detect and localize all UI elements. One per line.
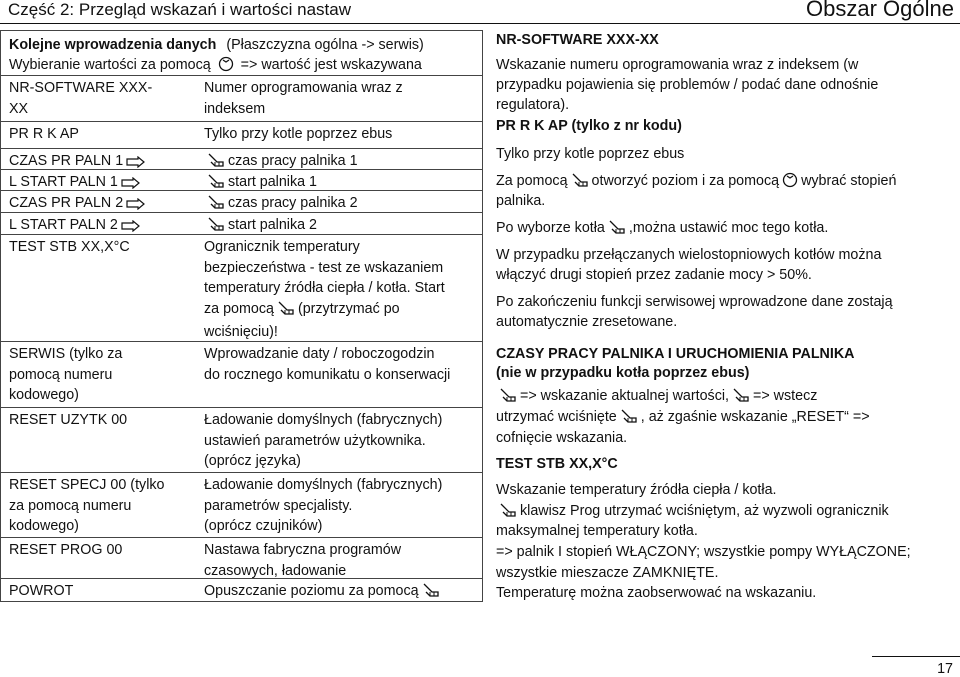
table-row xyxy=(1,234,482,340)
intro-title: Kolejne wprowadzenia danych xyxy=(9,37,217,53)
table-row xyxy=(1,407,482,469)
row-value: Ładowanie domyślnych (fabrycznych) xyxy=(204,477,443,493)
paragraph: Wskazanie temperatury źródła ciepła / kotła. xyxy=(496,482,777,498)
paragraph: Za pomocą xyxy=(496,173,568,189)
row-key: kodowego) xyxy=(9,387,79,403)
table-row xyxy=(1,75,482,117)
intro-suffix: (Płaszczyzna ogólna -> serwis) xyxy=(226,37,424,53)
paragraph: => wstecz xyxy=(753,388,818,404)
paragraph: => wskazanie aktualnej wartości, xyxy=(520,388,730,404)
row-value: Wprowadzanie daty / roboczogodzin xyxy=(204,346,435,362)
row-key: SERWIS (tylko za xyxy=(9,346,123,362)
hand-press-icon xyxy=(207,194,225,217)
row-value: indeksem xyxy=(204,100,266,117)
table-row xyxy=(1,537,482,579)
heading-test-stb: TEST STB XX,X°C xyxy=(496,456,618,472)
paragraph: utrzymać wciśnięte xyxy=(496,409,617,425)
paragraph: palnika. xyxy=(496,193,546,209)
hand-press-icon xyxy=(277,300,295,323)
row-key: pomocą numeru xyxy=(9,366,113,383)
finger-arrow-icon xyxy=(126,196,146,217)
row-key: L START PALN 2 xyxy=(9,217,118,233)
hand-press-icon xyxy=(422,582,440,605)
table-row xyxy=(1,212,482,233)
row-key: RESET PROG 00 xyxy=(9,542,123,558)
hand-press-icon xyxy=(608,219,626,242)
paragraph: , aż zgaśnie wskazanie „RESET“ => xyxy=(640,409,870,425)
table-row xyxy=(1,148,482,169)
heading-pr-r-k-ap: PR R K AP (tylko z nr kodu) xyxy=(496,118,682,134)
row-key: TEST STB XX,X°C xyxy=(9,239,130,255)
paragraph: Temperaturę można zaobserwować na wskazaniu. xyxy=(496,585,817,601)
paragraph: klawisz Prog utrzymać wciśniętym, aż wyzwoli ogranicznik xyxy=(520,503,889,519)
paragraph: regulatora). xyxy=(496,97,570,113)
hand-press-icon xyxy=(571,172,589,195)
row-key: CZAS PR PALN 1 xyxy=(9,153,124,169)
row-value: czasowych, ładowanie xyxy=(204,562,347,579)
finger-arrow-icon xyxy=(121,218,141,239)
paragraph: Wskazanie numeru oprogramowania wraz z indeksem (w xyxy=(496,57,859,73)
paragraph: przypadku pojawienia się problemów / podać dane odnośnie xyxy=(496,77,879,93)
heading-czasy-pracy: CZASY PRACY PALNIKA I URUCHOMIENIA PALNIKA xyxy=(496,346,855,362)
heading-nr-software: NR-SOFTWARE XXX-XX xyxy=(496,32,659,48)
table-row xyxy=(1,341,482,403)
row-value: (oprócz języka) xyxy=(204,453,301,469)
row-value: ustawień parametrów użytkownika. xyxy=(204,432,426,449)
row-value: czas pracy palnika 2 xyxy=(228,195,358,211)
paragraph: maksymalnej temperatury kotła. xyxy=(496,523,698,539)
row-value: do rocznego komunikatu o konserwacji xyxy=(204,366,451,383)
area-title: Obszar Ogólne xyxy=(806,0,954,21)
row-value: Nastawa fabryczna programów xyxy=(204,542,402,558)
paragraph: wszystkie mieszacze ZAMKNIĘTE. xyxy=(496,565,719,581)
section-title: Część 2: Przegląd wskazań i wartości nastaw xyxy=(8,0,351,19)
row-value: Tylko przy kotle poprzez ebus xyxy=(204,126,393,142)
paragraph: => palnik I stopień WŁĄCZONY; wszystkie pompy WYŁĄCZONE; xyxy=(496,544,911,560)
paragraph: otworzyć poziom i za pomocą xyxy=(591,173,780,189)
table-row xyxy=(1,578,482,599)
paragraph: Tylko przy kotle poprzez ebus xyxy=(496,146,685,162)
row-value: temperatury źródła ciepła / kotła. Start xyxy=(204,280,445,296)
row-key: XX xyxy=(9,100,29,117)
paragraph: Po zakończeniu funkcji serwisowej wprowadzone dane zostają xyxy=(496,294,893,310)
row-key: L START PALN 1 xyxy=(9,174,118,190)
paragraph: włączyć drugi stopień przez zadanie mocy > 50%. xyxy=(496,267,812,283)
row-value: za pomocą xyxy=(204,300,274,317)
row-key: za pomocą numeru xyxy=(9,497,132,514)
paragraph: ,można ustawić moc tego kotła. xyxy=(628,220,829,236)
row-value: Numer oprogramowania wraz z xyxy=(204,80,403,96)
page-number: 17 xyxy=(937,661,953,677)
row-value: wciśnięciu)! xyxy=(204,324,278,340)
parameter-table xyxy=(0,30,483,602)
row-value: start palnika 1 xyxy=(228,174,318,190)
heading-czasy-pracy-sub: (nie w przypadku kotła poprzez ebus) xyxy=(496,365,750,381)
row-value: (oprócz czujników) xyxy=(204,518,323,534)
row-value: czas pracy palnika 1 xyxy=(228,153,358,169)
paragraph: wybrać stopień xyxy=(801,173,897,189)
intro-line2b: => wartość jest wskazywana xyxy=(240,57,422,73)
intro-line2a: Wybieranie wartości za pomocą xyxy=(9,57,211,73)
row-value: start palnika 2 xyxy=(228,217,318,233)
dial-icon xyxy=(782,172,798,195)
table-row xyxy=(1,121,482,142)
row-key: RESET SPECJ 00 (tylko xyxy=(9,477,165,493)
row-key: RESET UZYTK 00 xyxy=(9,412,128,428)
paragraph: automatycznie zresetowane. xyxy=(496,314,678,330)
row-value: Ładowanie domyślnych (fabrycznych) xyxy=(204,412,443,428)
row-key: PR R K AP xyxy=(9,126,79,142)
table-row xyxy=(1,169,482,190)
row-key: NR-SOFTWARE XXX- xyxy=(9,80,153,96)
row-value: Opuszczanie poziomu za pomocą xyxy=(204,583,419,599)
paragraph: cofnięcie wskazania. xyxy=(496,430,628,446)
row-key: CZAS PR PALN 2 xyxy=(9,195,124,211)
row-value: bezpieczeństwa - test ze wskazaniem xyxy=(204,259,444,276)
row-key: POWROT xyxy=(9,583,74,599)
header-divider xyxy=(0,23,960,24)
row-key: kodowego) xyxy=(9,518,79,534)
row-value: Ogranicznik temperatury xyxy=(204,239,360,255)
row-value: parametrów specjalisty. xyxy=(204,497,353,514)
hand-press-icon xyxy=(207,216,225,239)
table-row xyxy=(1,190,482,211)
footer-divider xyxy=(872,656,960,657)
table-row xyxy=(1,472,482,534)
paragraph: W przypadku przełączanych wielostopniowych kotłów można xyxy=(496,247,882,263)
row-value: (przytrzymać po xyxy=(297,300,400,317)
paragraph: Po wyborze kotła xyxy=(496,220,605,236)
